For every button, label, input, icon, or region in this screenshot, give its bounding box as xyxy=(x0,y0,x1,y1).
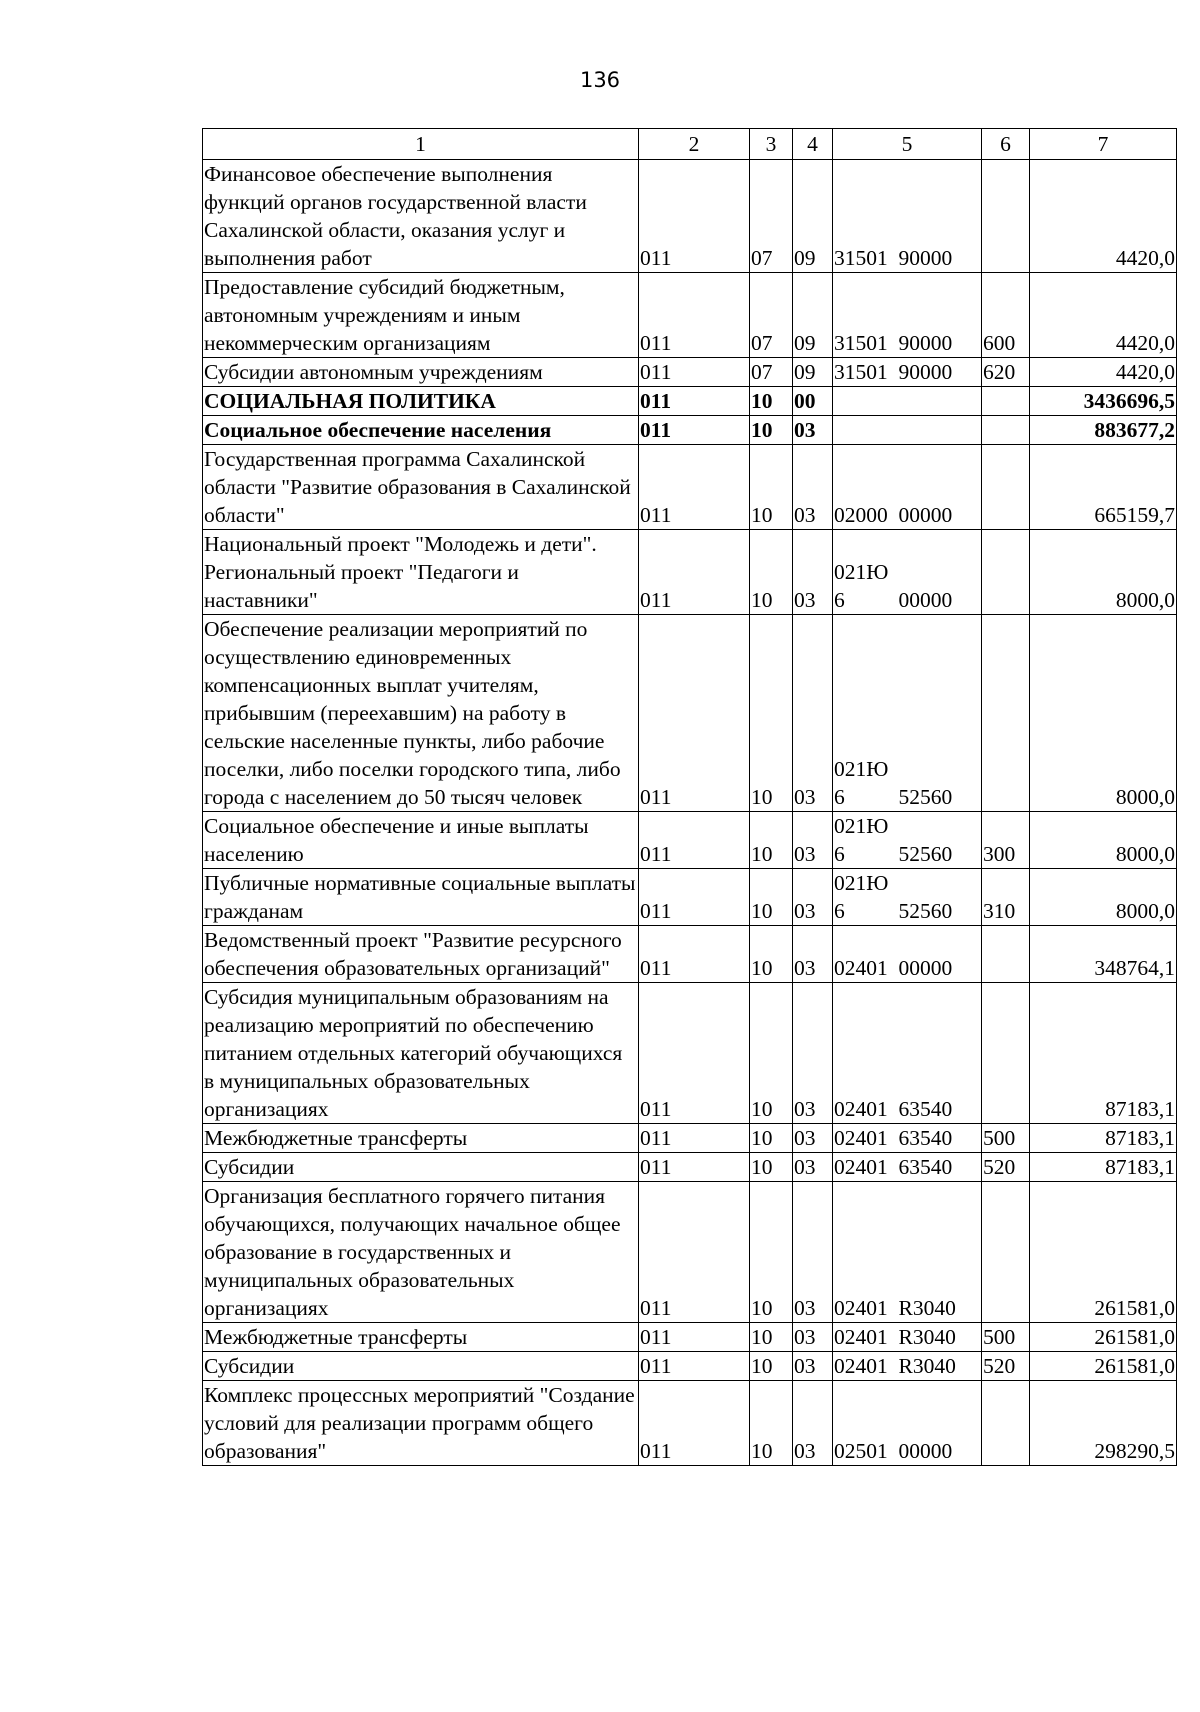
table-row xyxy=(203,1153,1177,1182)
subsection-code-cell: 03 xyxy=(793,1323,833,1352)
amount-cell: 3436696,5 xyxy=(1030,387,1177,416)
column-header: 7 xyxy=(1030,129,1177,160)
row-name-cell: Субсидии автономным учреждениям xyxy=(203,358,639,387)
row-name-cell: Субсидии xyxy=(203,1153,639,1182)
admin-code-cell: 011 xyxy=(639,869,750,926)
section-code-cell: 07 xyxy=(750,273,793,358)
target-article-code-cell: 02401 63540 xyxy=(833,1153,982,1182)
subsection-code-cell: 03 xyxy=(793,1124,833,1153)
section-code-cell: 10 xyxy=(750,530,793,615)
expense-type-code-cell: 520 xyxy=(982,1153,1030,1182)
amount-cell: 665159,7 xyxy=(1030,445,1177,530)
row-name-cell: Организация бесплатного горячего питания обучающихся, получающих начальное общее образование в государственных и муниципальных образовательных организациях xyxy=(203,1182,639,1323)
expense-type-code-cell xyxy=(982,160,1030,273)
expense-type-code-cell: 500 xyxy=(982,1124,1030,1153)
expense-type-code-cell xyxy=(982,926,1030,983)
row-name-cell: Субсидии xyxy=(203,1352,639,1381)
amount-cell: 261581,0 xyxy=(1030,1182,1177,1323)
table-row xyxy=(203,983,1177,1124)
expense-type-code-cell: 620 xyxy=(982,358,1030,387)
admin-code-cell: 011 xyxy=(639,445,750,530)
amount-cell: 4420,0 xyxy=(1030,358,1177,387)
admin-code-cell: 011 xyxy=(639,1381,750,1466)
column-header: 1 xyxy=(203,129,639,160)
target-article-code-cell: 02401 00000 xyxy=(833,926,982,983)
target-article-code-cell: 021Ю 6 52560 xyxy=(833,812,982,869)
subsection-code-cell: 09 xyxy=(793,273,833,358)
subsection-code-cell: 00 xyxy=(793,387,833,416)
section-code-cell: 10 xyxy=(750,445,793,530)
expense-type-code-cell xyxy=(982,1381,1030,1466)
row-name-cell: Публичные нормативные социальные выплаты гражданам xyxy=(203,869,639,926)
page-number: 136 xyxy=(579,68,621,92)
amount-cell: 8000,0 xyxy=(1030,812,1177,869)
expense-type-code-cell xyxy=(982,530,1030,615)
expense-type-code-cell xyxy=(982,983,1030,1124)
subsection-code-cell: 03 xyxy=(793,416,833,445)
target-article-code-cell xyxy=(833,387,982,416)
section-code-cell: 10 xyxy=(750,1381,793,1466)
amount-cell: 8000,0 xyxy=(1030,615,1177,812)
section-code-cell: 10 xyxy=(750,1153,793,1182)
amount-cell: 261581,0 xyxy=(1030,1352,1177,1381)
row-name-cell: Национальный проект "Молодежь и дети". Региональный проект "Педагоги и наставники" xyxy=(203,530,639,615)
subsection-code-cell: 03 xyxy=(793,1352,833,1381)
target-article-code-cell xyxy=(833,416,982,445)
table-row xyxy=(203,445,1177,530)
row-name-cell: Обеспечение реализации мероприятий по осуществлению единовременных компенсационных выплат учителям, прибывшим (переехавшим) на работу в сельские населенные пункты, либо рабочие поселки, либо поселки городского типа, либо города с населением до 50 тысяч человек xyxy=(203,615,639,812)
row-name-cell: Субсидия муниципальным образованиям на реализацию мероприятий по обеспечению питанием отдельных категорий обучающихся в муниципальных образовательных организациях xyxy=(203,983,639,1124)
row-name-cell: Комплекс процессных мероприятий "Создание условий для реализации программ общего образования" xyxy=(203,1381,639,1466)
expense-type-code-cell xyxy=(982,416,1030,445)
expense-type-code-cell: 310 xyxy=(982,869,1030,926)
admin-code-cell: 011 xyxy=(639,530,750,615)
subsection-code-cell: 03 xyxy=(793,926,833,983)
expense-type-code-cell: 600 xyxy=(982,273,1030,358)
expense-type-code-cell: 500 xyxy=(982,1323,1030,1352)
table-row xyxy=(203,1323,1177,1352)
admin-code-cell: 011 xyxy=(639,812,750,869)
row-name-cell: Государственная программа Сахалинской области "Развитие образования в Сахалинской области" xyxy=(203,445,639,530)
section-code-cell: 07 xyxy=(750,160,793,273)
subsection-code-cell: 03 xyxy=(793,869,833,926)
expense-type-code-cell xyxy=(982,1182,1030,1323)
row-name-cell: Ведомственный проект "Развитие ресурсного обеспечения образовательных организаций" xyxy=(203,926,639,983)
admin-code-cell: 011 xyxy=(639,615,750,812)
admin-code-cell: 011 xyxy=(639,387,750,416)
row-name-cell: Финансовое обеспечение выполнения функций органов государственной власти Сахалинской области, оказания услуг и выполнения работ xyxy=(203,160,639,273)
target-article-code-cell: 02401 R3040 xyxy=(833,1352,982,1381)
subsection-code-cell: 03 xyxy=(793,812,833,869)
admin-code-cell: 011 xyxy=(639,1352,750,1381)
table-row xyxy=(203,416,1177,445)
table-row xyxy=(203,530,1177,615)
section-code-cell: 07 xyxy=(750,358,793,387)
admin-code-cell: 011 xyxy=(639,160,750,273)
table-row xyxy=(203,1352,1177,1381)
target-article-code-cell: 02401 63540 xyxy=(833,983,982,1124)
admin-code-cell: 011 xyxy=(639,1182,750,1323)
table-row xyxy=(203,926,1177,983)
table-row xyxy=(203,615,1177,812)
section-code-cell: 10 xyxy=(750,812,793,869)
subsection-code-cell: 03 xyxy=(793,445,833,530)
amount-cell: 87183,1 xyxy=(1030,1153,1177,1182)
subsection-code-cell: 03 xyxy=(793,1182,833,1323)
section-code-cell: 10 xyxy=(750,615,793,812)
row-name-cell: Предоставление субсидий бюджетным, автономным учреждениям и иным некоммерческим организациям xyxy=(203,273,639,358)
amount-cell: 87183,1 xyxy=(1030,983,1177,1124)
subsection-code-cell: 03 xyxy=(793,530,833,615)
amount-cell: 4420,0 xyxy=(1030,273,1177,358)
target-article-code-cell: 02000 00000 xyxy=(833,445,982,530)
admin-code-cell: 011 xyxy=(639,1323,750,1352)
section-code-cell: 10 xyxy=(750,1182,793,1323)
expense-type-code-cell xyxy=(982,387,1030,416)
row-name-cell: СОЦИАЛЬНАЯ ПОЛИТИКА xyxy=(203,387,639,416)
admin-code-cell: 011 xyxy=(639,1153,750,1182)
section-code-cell: 10 xyxy=(750,1124,793,1153)
row-name-cell: Социальное обеспечение и иные выплаты населению xyxy=(203,812,639,869)
amount-cell: 298290,5 xyxy=(1030,1381,1177,1466)
admin-code-cell: 011 xyxy=(639,358,750,387)
row-name-cell: Социальное обеспечение населения xyxy=(203,416,639,445)
expense-type-code-cell: 520 xyxy=(982,1352,1030,1381)
amount-cell: 348764,1 xyxy=(1030,926,1177,983)
target-article-code-cell: 02401 R3040 xyxy=(833,1182,982,1323)
admin-code-cell: 011 xyxy=(639,1124,750,1153)
table-body xyxy=(203,160,1177,1466)
target-article-code-cell: 31501 90000 xyxy=(833,160,982,273)
subsection-code-cell: 03 xyxy=(793,1381,833,1466)
section-code-cell: 10 xyxy=(750,1352,793,1381)
table-row xyxy=(203,160,1177,273)
table-row xyxy=(203,1124,1177,1153)
section-code-cell: 10 xyxy=(750,983,793,1124)
admin-code-cell: 011 xyxy=(639,273,750,358)
amount-cell: 87183,1 xyxy=(1030,1124,1177,1153)
table-row xyxy=(203,869,1177,926)
amount-cell: 8000,0 xyxy=(1030,530,1177,615)
amount-cell: 883677,2 xyxy=(1030,416,1177,445)
admin-code-cell: 011 xyxy=(639,983,750,1124)
table-row xyxy=(203,387,1177,416)
section-code-cell: 10 xyxy=(750,869,793,926)
section-code-cell: 10 xyxy=(750,1323,793,1352)
expense-type-code-cell: 300 xyxy=(982,812,1030,869)
amount-cell: 261581,0 xyxy=(1030,1323,1177,1352)
table-row xyxy=(203,1381,1177,1466)
admin-code-cell: 011 xyxy=(639,926,750,983)
column-header: 5 xyxy=(833,129,982,160)
target-article-code-cell: 021Ю 6 00000 xyxy=(833,530,982,615)
section-code-cell: 10 xyxy=(750,416,793,445)
table-row xyxy=(203,273,1177,358)
table-header-row xyxy=(203,129,1177,160)
expense-type-code-cell xyxy=(982,615,1030,812)
target-article-code-cell: 02401 R3040 xyxy=(833,1323,982,1352)
row-name-cell: Межбюджетные трансферты xyxy=(203,1323,639,1352)
column-header: 6 xyxy=(982,129,1030,160)
column-header: 2 xyxy=(639,129,750,160)
table-row xyxy=(203,358,1177,387)
target-article-code-cell: 021Ю 6 52560 xyxy=(833,869,982,926)
amount-cell: 8000,0 xyxy=(1030,869,1177,926)
row-name-cell: Межбюджетные трансферты xyxy=(203,1124,639,1153)
subsection-code-cell: 03 xyxy=(793,983,833,1124)
section-code-cell: 10 xyxy=(750,926,793,983)
subsection-code-cell: 09 xyxy=(793,160,833,273)
budget-table xyxy=(202,128,1177,1466)
subsection-code-cell: 03 xyxy=(793,615,833,812)
target-article-code-cell: 31501 90000 xyxy=(833,358,982,387)
column-header: 3 xyxy=(750,129,793,160)
column-header: 4 xyxy=(793,129,833,160)
target-article-code-cell: 02501 00000 xyxy=(833,1381,982,1466)
table-row xyxy=(203,812,1177,869)
target-article-code-cell: 31501 90000 xyxy=(833,273,982,358)
amount-cell: 4420,0 xyxy=(1030,160,1177,273)
subsection-code-cell: 09 xyxy=(793,358,833,387)
table-row xyxy=(203,1182,1177,1323)
expense-type-code-cell xyxy=(982,445,1030,530)
subsection-code-cell: 03 xyxy=(793,1153,833,1182)
section-code-cell: 10 xyxy=(750,387,793,416)
admin-code-cell: 011 xyxy=(639,416,750,445)
target-article-code-cell: 021Ю 6 52560 xyxy=(833,615,982,812)
target-article-code-cell: 02401 63540 xyxy=(833,1124,982,1153)
